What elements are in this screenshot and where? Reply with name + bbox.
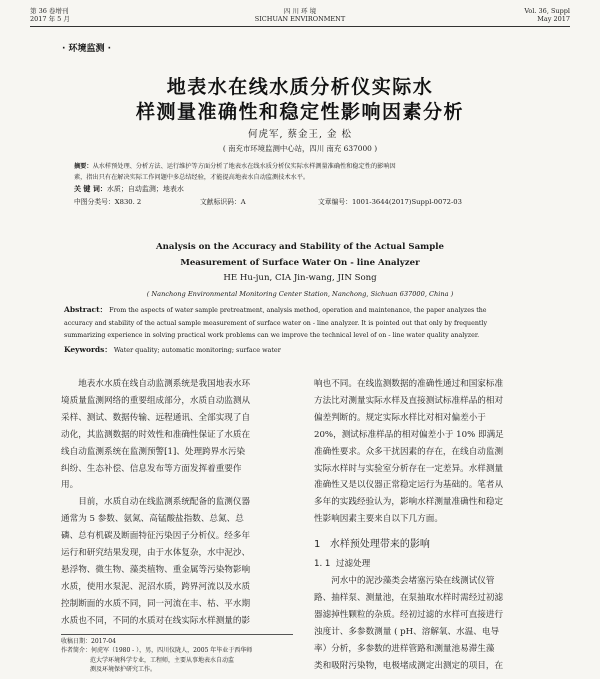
keywords-en-text: Water quality; automatic monitoring; surface water bbox=[113, 346, 281, 354]
right-line: 响也不同。在线监测数据的准确性通过和国家标准 bbox=[314, 379, 504, 389]
left-line: 动化，其监测数据的时效性和准确性保证了水质在 bbox=[61, 429, 251, 440]
abstract-cn bbox=[74, 162, 544, 183]
footnote-rule bbox=[61, 634, 293, 635]
keywords-en bbox=[64, 344, 281, 355]
en-title-line-1: Analysis on the Accuracy and Stability of the Actual Sample bbox=[156, 242, 444, 252]
section-1-title: 水样预处理带来的影响 bbox=[329, 539, 430, 551]
subsection-1-1-title: 过滤处理 bbox=[335, 559, 371, 570]
right-line: 20%，测试标准样品的相对偏差小于 10% 即满足 bbox=[314, 429, 504, 440]
left-line: 悬浮物、微生物、藻类植物、重金属等污染物影响 bbox=[61, 564, 251, 575]
left-line: 用。 bbox=[61, 480, 79, 491]
left-line: 控制断面的水质不同，同一河流在丰、枯、平水期 bbox=[61, 598, 251, 609]
right-line: 器滤掉性颗粒的杂质。经初过滤的水样可直接进行 bbox=[314, 609, 504, 620]
document-code: 文献标识码：A bbox=[200, 198, 246, 206]
title-line-2: 样测量准确性和稳定性影响因素分析 bbox=[135, 101, 464, 123]
right-line: 实际水样时与实验室分析存在一定差异。水样测量 bbox=[314, 463, 504, 474]
right-line: 偏差判断的。规定实际水样比对相对偏差小于 bbox=[314, 412, 486, 423]
abstract-en-line-2: accuracy and stability of the actual sample measurement of surface water on - line analyzer. It is pointed out that only by frequently bbox=[64, 319, 488, 327]
abstract-cn-label: 摘要： bbox=[74, 163, 93, 170]
subsection-heading-1-1 bbox=[314, 556, 548, 573]
body-right-column bbox=[314, 376, 548, 674]
footnote-received: 收稿日期：2017-04 bbox=[61, 638, 116, 645]
affiliation-cn: ( 南充市环境监测中心站，四川 南充 637000 ) bbox=[222, 144, 378, 153]
right-line: 方法比对测量实际水样及直接测试标准样品的相对 bbox=[314, 395, 504, 406]
affiliation-en: ( Nanchong Environmental Monitoring Center Station, Nanchong, Sichuan 637000, China ) bbox=[146, 290, 454, 298]
left-line: 采样、测试、数据传输、远程通讯、全部实现了自 bbox=[61, 412, 251, 423]
authors-cn: 何虎军, 蔡金王, 金 松 bbox=[247, 129, 353, 140]
left-line: 运行和研究结果发现，由于水体复杂，水中泥沙、 bbox=[61, 548, 251, 559]
header-journal-en: SICHUAN ENVIRONMENT bbox=[254, 15, 346, 23]
right-line: 浊度计、多参数测量 ( pH、溶解氧、水温、电导 bbox=[314, 626, 500, 637]
left-line: 磷、总有机碳及断面特征污染因子分析仪。经多年 bbox=[61, 531, 251, 542]
header-journal-cn: 四 川 环 境 bbox=[283, 7, 317, 15]
left-line: 境质量监测网络的重要组成部分，水质自动监测从 bbox=[61, 395, 251, 406]
abstract-en-line-3: summarizing experience in solving practical work problems can we improve the technical level of on - line water quality analyzer. bbox=[64, 332, 480, 339]
section-1-number: 1 bbox=[314, 539, 321, 551]
journal-issue bbox=[524, 7, 570, 23]
keywords-en-label: Keywords： bbox=[64, 345, 112, 354]
en-title-line-2: Measurement of Surface Water On - line Analyzer bbox=[180, 258, 420, 268]
keywords-cn bbox=[74, 184, 184, 195]
abstract-cn-line-1: 从水样预处理、分析方法、运行维护等方面分析了地表水在线水质分析仪实际水样测量准确性和稳定性的影响因 bbox=[92, 163, 396, 170]
right-line: 准确性要求。众多干扰因素的存在，在线自动监测 bbox=[314, 446, 504, 457]
journal-name bbox=[0, 7, 600, 23]
footnote-author-1: 作者简介：何虎军（1980 - ），男，四川仪陇人，2005 年毕业于西华师 bbox=[61, 647, 253, 655]
right-line: 性影响因素主要来自以下几方面。 bbox=[314, 514, 443, 525]
right-line: 率）分析，多参数的进样管路和测量池易滞生藻 bbox=[314, 643, 495, 654]
keywords-cn-label: 关 键 词： bbox=[74, 184, 107, 193]
header-rule bbox=[30, 26, 570, 27]
footnote-author-3: 测及环境保护研究工作。 bbox=[90, 665, 157, 673]
abstract-en-label: Abstract： bbox=[64, 305, 108, 314]
left-line: 水质，使用水泵泥、泥沼水质，跨界河流以及水质 bbox=[61, 581, 251, 592]
body-left-column bbox=[61, 376, 295, 630]
section-heading-1 bbox=[314, 537, 548, 554]
left-line: 线自动监测系统在监测预警[1]、处理跨界水污染 bbox=[61, 446, 246, 457]
footnote bbox=[61, 637, 297, 674]
subsection-1-1-number: 1. 1 bbox=[314, 559, 331, 570]
authors-en: HE Hu-jun, CIA Jin-wang, JIN Song bbox=[223, 273, 377, 283]
left-line: 通常为 5 参数、氨氮、高锰酸盐指数、总氮、总 bbox=[61, 514, 244, 525]
right-line: 路、抽样泵、测量池，在泵抽取水样时需经过初滤 bbox=[314, 592, 504, 603]
left-line: 纠纷、生态补偿、信息发布等方面发挥着重要作 bbox=[61, 463, 242, 474]
header-month-en: May 2017 bbox=[537, 15, 570, 23]
header-vol-en: Vol. 36, Suppl bbox=[524, 7, 570, 15]
right-line: 类和吸附污染物，电极堵成测定出测定的项目，在 bbox=[314, 660, 504, 671]
footnote-author-2: 范大学环境科学专业，工程师，主要从事地表水自动监 bbox=[90, 656, 235, 664]
left-line: 地表水水质在线自动监测系统是我国地表水环 bbox=[78, 379, 251, 389]
left-line: 水质也不同，不同的水质对在线实际水样测量的影 bbox=[61, 615, 251, 626]
right-line: 河水中的泥沙藻类会堵塞污染在线测试仪管 bbox=[331, 575, 495, 586]
abstract-en-line-1: From the aspects of water sample pretreatment, analysis method, operation and maintenance, the paper analyzes the bbox=[109, 307, 487, 314]
abstract-cn-line-2: 素，指出只有在解决实际工作问题中多总结经验，才能提高地表水自动监测技术水平。 bbox=[74, 173, 310, 181]
right-line: 准确性又是以仪器正常稳定运行为基础的。笔者从 bbox=[314, 480, 504, 491]
header-volume: 第 36 卷增刊 bbox=[30, 7, 69, 15]
title-line-1: 地表水在线水质分析仪实际水 bbox=[166, 76, 434, 98]
article-number: 文章编号：1001-3644(2017)Suppl-0072-03 bbox=[318, 198, 462, 206]
keywords-cn-text: 水质；自动监测；地表水 bbox=[106, 185, 184, 193]
right-line: 多年的实践经验认为，影响水样测量准确性和稳定 bbox=[314, 497, 504, 508]
clc-number: 中图分类号：X830. 2 bbox=[74, 198, 142, 206]
column-tag: · 环境监测 · bbox=[62, 44, 112, 54]
header-date: 2017 年 5 月 bbox=[30, 15, 70, 23]
left-line: 目前，水质自动在线监测系统配备的监测仪器 bbox=[78, 497, 251, 508]
abstract-en bbox=[64, 304, 556, 343]
